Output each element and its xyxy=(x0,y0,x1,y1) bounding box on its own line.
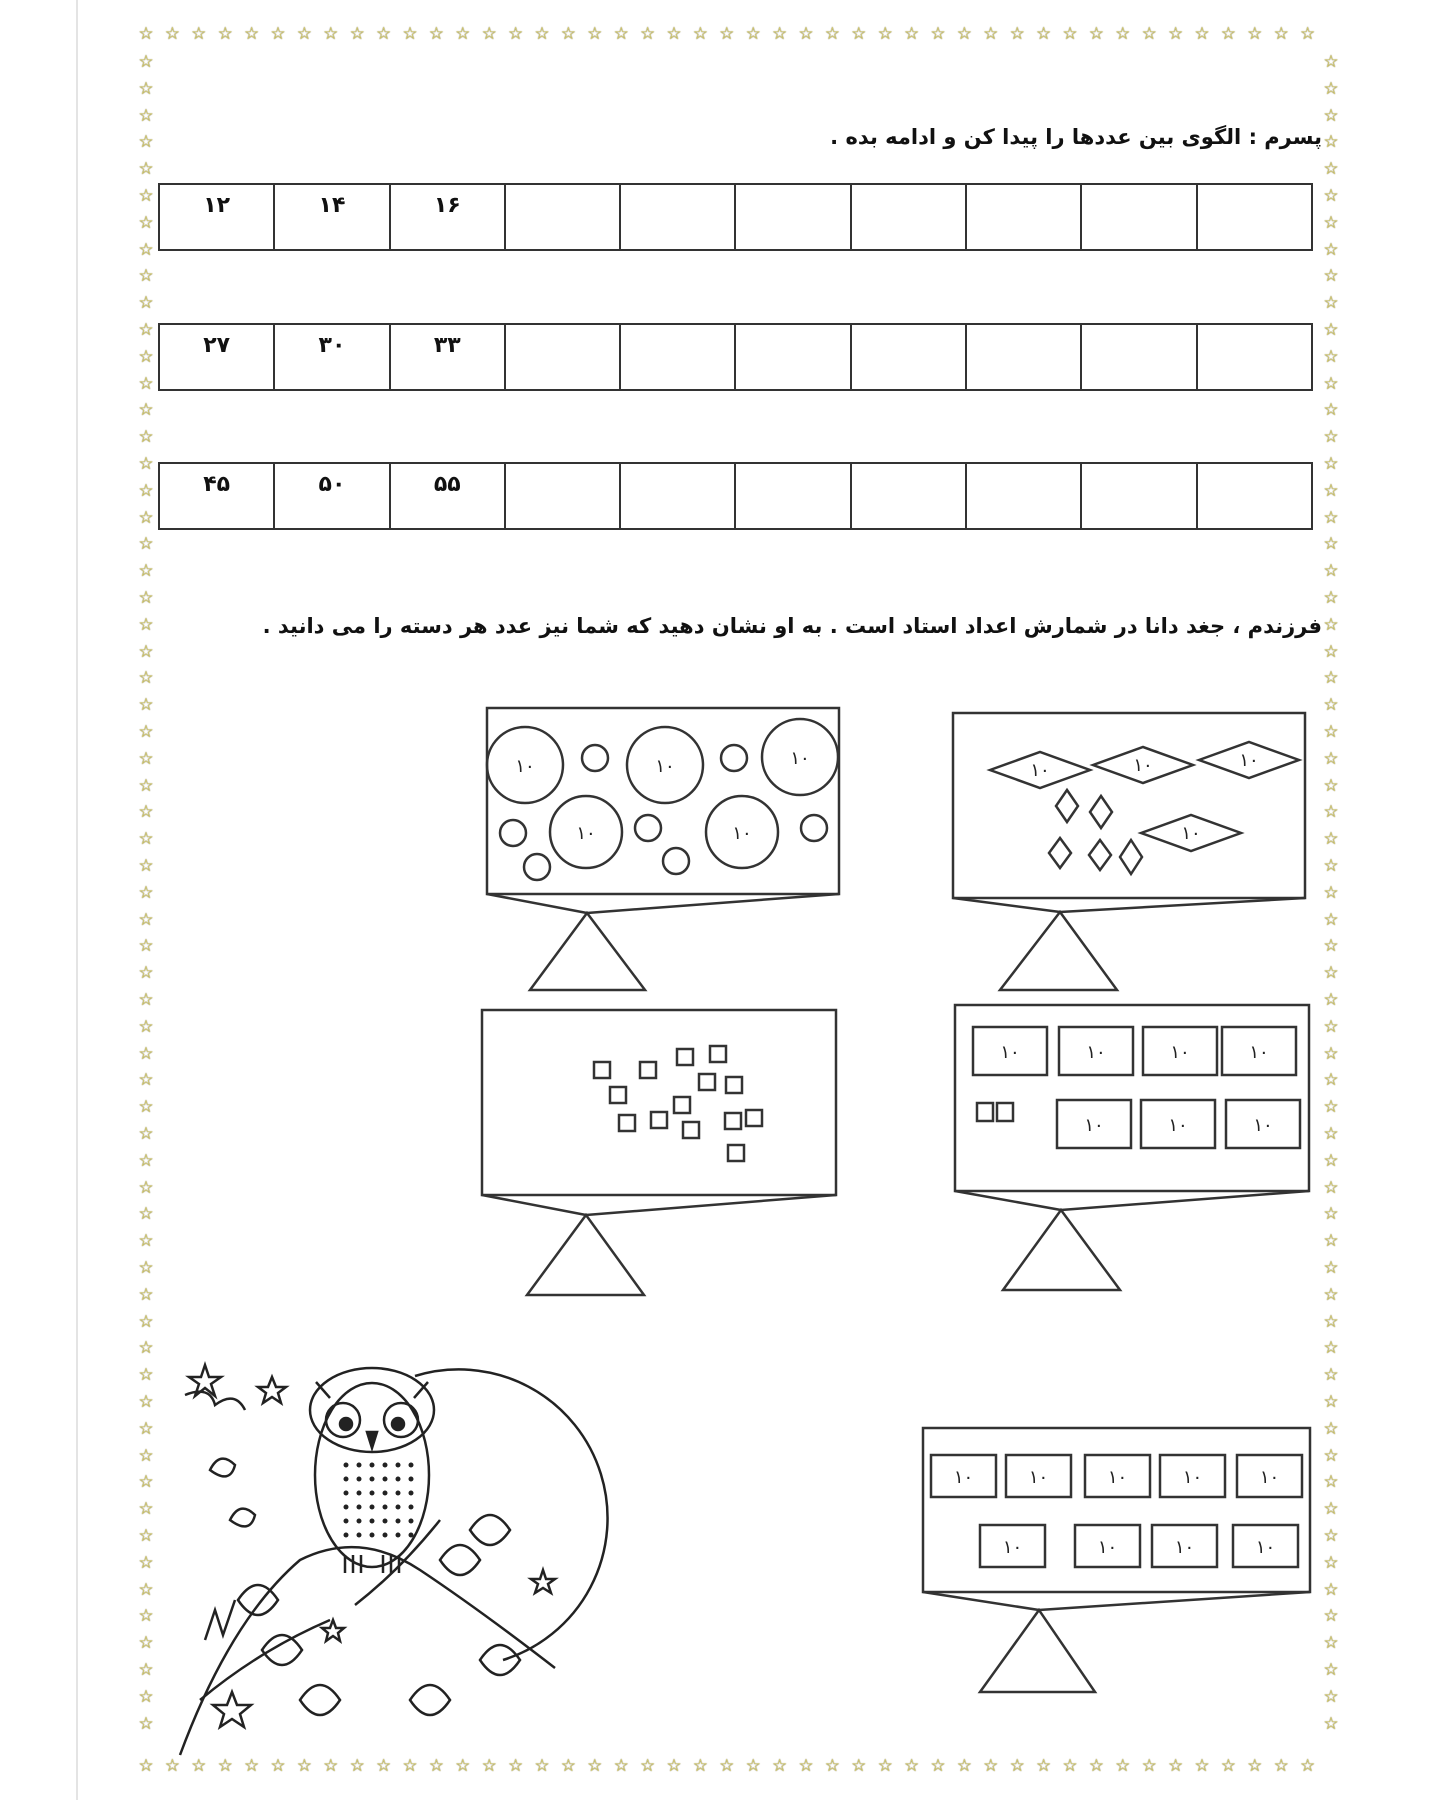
star-icon: ☆ xyxy=(1323,132,1339,153)
star-icon: ☆ xyxy=(1323,320,1339,340)
ten-label: ۱۰ xyxy=(790,748,810,769)
star-icon: ☆ xyxy=(1273,1756,1289,1776)
star-icon: ☆ xyxy=(243,1756,260,1776)
star-icon: ☆ xyxy=(507,1756,524,1776)
ten-label: ۱۰ xyxy=(953,1467,974,1488)
ten-label: ۱۰ xyxy=(1168,1115,1188,1136)
star-icon: ☆ xyxy=(666,1756,682,1776)
star-icon: ☆ xyxy=(349,1756,365,1776)
star-icon: ☆ xyxy=(1323,936,1339,957)
star-icon: ☆ xyxy=(1323,1204,1339,1225)
star-icon: ☆ xyxy=(903,1756,920,1776)
star-icon: ☆ xyxy=(138,775,154,796)
star-icon: ☆ xyxy=(824,24,841,44)
star-icon: ☆ xyxy=(613,1756,629,1776)
star-icon: ☆ xyxy=(138,266,154,287)
star-icon: ☆ xyxy=(1323,695,1339,716)
circle-group-box xyxy=(487,708,839,990)
star-icon: ☆ xyxy=(1323,1097,1339,1118)
star-icon: ☆ xyxy=(1323,480,1339,501)
star-icon: ☆ xyxy=(455,24,471,44)
star-icon: ☆ xyxy=(138,105,154,126)
given-number-cell: ۵۵ xyxy=(389,464,504,528)
star-icon: ☆ xyxy=(138,1713,154,1734)
counting-instruction: فرزندم ، جغد دانا در شمارش اعداد استاد است . به او نشان دهید که شما نیز عدد هر دسته را می دانید . xyxy=(262,614,1322,638)
star-icon: ☆ xyxy=(798,24,814,44)
star-icon: ☆ xyxy=(481,24,497,44)
star-icon: ☆ xyxy=(1167,1756,1184,1776)
ten-label: ۱۰ xyxy=(1181,823,1201,844)
star-icon: ☆ xyxy=(138,936,154,957)
star-icon: ☆ xyxy=(138,1097,154,1118)
star-icon: ☆ xyxy=(138,534,154,555)
ten-label: ۱۰ xyxy=(1086,1042,1106,1063)
star-icon: ☆ xyxy=(138,668,154,689)
star-icon: ☆ xyxy=(138,963,154,984)
ten-label: ۱۰ xyxy=(1170,1042,1190,1063)
star-icon: ☆ xyxy=(851,1756,867,1776)
star-icon: ☆ xyxy=(1323,159,1339,180)
star-icon: ☆ xyxy=(138,1579,154,1600)
star-icon: ☆ xyxy=(481,1756,497,1776)
star-icon: ☆ xyxy=(1062,24,1078,44)
ten-label: ۱۰ xyxy=(1174,1537,1195,1558)
star-icon: ☆ xyxy=(1062,1756,1078,1776)
star-icon: ☆ xyxy=(534,24,550,44)
star-icon: ☆ xyxy=(138,614,154,635)
star-icon: ☆ xyxy=(138,507,154,528)
star-icon: ☆ xyxy=(138,856,154,876)
square-group-box xyxy=(482,1010,836,1295)
star-icon: ☆ xyxy=(1323,1070,1339,1091)
star-icon: ☆ xyxy=(1323,1365,1339,1386)
star-icon: ☆ xyxy=(560,24,577,44)
ten-block-group-box-2 xyxy=(923,1428,1310,1692)
star-icon: ☆ xyxy=(1323,990,1339,1010)
star-icon: ☆ xyxy=(771,24,788,44)
star-icon: ☆ xyxy=(613,24,629,44)
star-icon: ☆ xyxy=(1220,24,1237,44)
star-icon: ☆ xyxy=(1009,1756,1025,1776)
star-icon: ☆ xyxy=(692,24,709,44)
star-icon: ☆ xyxy=(138,78,154,99)
star-icon: ☆ xyxy=(1141,24,1157,44)
star-icon: ☆ xyxy=(1323,561,1339,582)
star-icon: ☆ xyxy=(138,588,154,608)
star-icon: ☆ xyxy=(138,373,154,394)
star-icon: ☆ xyxy=(1323,1445,1339,1466)
star-icon: ☆ xyxy=(138,882,154,903)
star-icon: ☆ xyxy=(1247,24,1263,44)
star-icon: ☆ xyxy=(296,24,313,44)
star-icon: ☆ xyxy=(402,1756,418,1776)
star-icon: ☆ xyxy=(1323,1311,1339,1332)
star-icon: ☆ xyxy=(138,1686,154,1707)
star-icon: ☆ xyxy=(1009,24,1025,44)
star-icon: ☆ xyxy=(428,1756,445,1776)
star-icon: ☆ xyxy=(323,24,339,44)
star-icon: ☆ xyxy=(1323,212,1339,233)
star-icon: ☆ xyxy=(138,1472,154,1493)
star-icon: ☆ xyxy=(983,1756,999,1776)
ten-label: ۱۰ xyxy=(1182,1467,1203,1488)
star-icon: ☆ xyxy=(375,24,392,44)
ten-label: ۱۰ xyxy=(1239,750,1259,771)
star-icon: ☆ xyxy=(138,320,154,340)
given-number-cell: ۱۴ xyxy=(273,185,388,249)
star-icon: ☆ xyxy=(1035,24,1052,44)
star-icon: ☆ xyxy=(138,239,154,260)
star-icon: ☆ xyxy=(1323,400,1339,421)
star-icon: ☆ xyxy=(1323,1686,1339,1707)
ten-label: ۱۰ xyxy=(1028,1467,1049,1488)
star-icon: ☆ xyxy=(1273,24,1289,44)
star-icon: ☆ xyxy=(1323,748,1339,769)
star-icon: ☆ xyxy=(1323,1150,1339,1171)
star-icon: ☆ xyxy=(138,1231,154,1252)
star-icon: ☆ xyxy=(138,1756,154,1776)
star-icon: ☆ xyxy=(1323,293,1339,314)
star-icon: ☆ xyxy=(1323,1338,1339,1359)
star-icon: ☆ xyxy=(138,1552,154,1573)
star-icon: ☆ xyxy=(164,1756,181,1776)
given-number-cell: ۵۰ xyxy=(273,464,388,528)
star-icon: ☆ xyxy=(1323,427,1339,448)
star-icon: ☆ xyxy=(1141,1756,1157,1776)
ten-label: ۱۰ xyxy=(732,823,752,844)
star-icon: ☆ xyxy=(138,1526,154,1546)
star-icon: ☆ xyxy=(243,24,260,44)
given-number-cell: ۴۵ xyxy=(203,471,231,497)
star-icon: ☆ xyxy=(1323,614,1339,635)
star-icon: ☆ xyxy=(1323,829,1339,850)
star-icon: ☆ xyxy=(164,24,181,44)
star-icon: ☆ xyxy=(1194,24,1210,44)
star-icon: ☆ xyxy=(138,829,154,850)
star-icon: ☆ xyxy=(745,24,761,44)
star-icon: ☆ xyxy=(587,1756,603,1776)
star-icon: ☆ xyxy=(1323,1472,1339,1493)
star-icon: ☆ xyxy=(1323,882,1339,903)
star-icon: ☆ xyxy=(138,1070,154,1091)
star-icon: ☆ xyxy=(1323,186,1339,206)
star-icon: ☆ xyxy=(138,561,154,582)
star-icon: ☆ xyxy=(138,1633,154,1654)
star-icon: ☆ xyxy=(375,1756,392,1776)
star-icon: ☆ xyxy=(1247,1756,1263,1776)
star-icon: ☆ xyxy=(1323,239,1339,260)
ten-label: ۱۰ xyxy=(1000,1042,1020,1063)
star-icon: ☆ xyxy=(983,24,999,44)
given-number-cell: ۱۶ xyxy=(389,185,504,249)
star-icon: ☆ xyxy=(1323,1124,1339,1144)
star-icon: ☆ xyxy=(138,1499,154,1520)
ten-label: ۱۰ xyxy=(1133,755,1153,776)
star-icon: ☆ xyxy=(138,1258,154,1278)
star-icon: ☆ xyxy=(1323,1392,1339,1412)
star-icon: ☆ xyxy=(1323,266,1339,287)
star-icon: ☆ xyxy=(138,722,154,742)
star-icon: ☆ xyxy=(745,1756,761,1776)
ten-label: ۱۰ xyxy=(1097,1537,1118,1558)
star-icon: ☆ xyxy=(1088,1756,1105,1776)
star-icon: ☆ xyxy=(191,1756,207,1776)
star-icon: ☆ xyxy=(138,1177,154,1198)
star-icon: ☆ xyxy=(1323,1713,1339,1734)
star-icon: ☆ xyxy=(719,1756,735,1776)
star-icon: ☆ xyxy=(1323,105,1339,126)
star-icon: ☆ xyxy=(877,1756,893,1776)
star-icon: ☆ xyxy=(587,24,603,44)
star-icon: ☆ xyxy=(138,1338,154,1359)
star-icon: ☆ xyxy=(138,293,154,314)
star-icon: ☆ xyxy=(1323,1633,1339,1654)
star-icon: ☆ xyxy=(138,346,154,367)
star-icon: ☆ xyxy=(1323,909,1339,930)
star-icon: ☆ xyxy=(534,1756,550,1776)
star-icon: ☆ xyxy=(956,24,973,44)
star-icon: ☆ xyxy=(455,1756,471,1776)
star-icon: ☆ xyxy=(138,1311,154,1332)
star-icon: ☆ xyxy=(560,1756,577,1776)
star-icon: ☆ xyxy=(1323,1177,1339,1198)
star-icon: ☆ xyxy=(138,1445,154,1466)
given-number-cell: ۳۳ xyxy=(389,325,504,389)
pattern-instruction: پسرم : الگوی بین عددها را پیدا کن و ادامه بده . xyxy=(830,125,1322,149)
ten-label: ۱۰ xyxy=(1249,1042,1269,1063)
star-icon: ☆ xyxy=(639,1756,656,1776)
star-icon: ☆ xyxy=(270,1756,286,1776)
star-icon: ☆ xyxy=(138,1043,154,1064)
given-number-cell: ۱۲ xyxy=(203,192,231,218)
star-icon: ☆ xyxy=(1323,588,1339,608)
diamond-group-box xyxy=(953,713,1305,990)
star-icon: ☆ xyxy=(1167,24,1184,44)
star-icon: ☆ xyxy=(1323,1284,1339,1305)
star-icon: ☆ xyxy=(771,1756,788,1776)
star-icon: ☆ xyxy=(1035,1756,1052,1776)
star-icon: ☆ xyxy=(270,24,286,44)
star-icon: ☆ xyxy=(402,24,418,44)
star-icon: ☆ xyxy=(507,24,524,44)
ten-label: ۱۰ xyxy=(515,756,535,777)
star-icon: ☆ xyxy=(428,24,445,44)
ten-label: ۱۰ xyxy=(1255,1537,1276,1558)
star-icon: ☆ xyxy=(692,1756,709,1776)
star-icon: ☆ xyxy=(1115,24,1131,44)
star-icon: ☆ xyxy=(1323,507,1339,528)
ten-label: ۱۰ xyxy=(1107,1467,1128,1488)
star-icon: ☆ xyxy=(639,24,656,44)
star-icon: ☆ xyxy=(138,990,154,1010)
star-icon: ☆ xyxy=(138,748,154,769)
star-icon: ☆ xyxy=(903,24,920,44)
star-icon: ☆ xyxy=(1323,722,1339,742)
star-icon: ☆ xyxy=(138,1124,154,1144)
star-icon: ☆ xyxy=(138,1606,154,1627)
star-icon: ☆ xyxy=(138,695,154,716)
star-icon: ☆ xyxy=(138,400,154,421)
star-icon: ☆ xyxy=(138,454,154,474)
star-icon: ☆ xyxy=(1115,1756,1131,1776)
star-icon: ☆ xyxy=(138,1284,154,1305)
star-icon: ☆ xyxy=(719,24,735,44)
star-icon: ☆ xyxy=(1323,1606,1339,1627)
star-icon: ☆ xyxy=(1323,1043,1339,1064)
star-icon: ☆ xyxy=(138,480,154,501)
star-icon: ☆ xyxy=(877,24,893,44)
star-icon: ☆ xyxy=(1323,1016,1339,1037)
star-icon: ☆ xyxy=(138,159,154,180)
star-icon: ☆ xyxy=(138,427,154,448)
star-icon: ☆ xyxy=(930,1756,946,1776)
star-icon: ☆ xyxy=(138,132,154,153)
star-icon: ☆ xyxy=(1323,346,1339,367)
star-icon: ☆ xyxy=(138,802,154,823)
star-icon: ☆ xyxy=(296,1756,313,1776)
star-icon: ☆ xyxy=(1323,1499,1339,1520)
star-icon: ☆ xyxy=(956,1756,973,1776)
ten-label: ۱۰ xyxy=(576,823,596,844)
star-icon: ☆ xyxy=(1323,534,1339,555)
star-icon: ☆ xyxy=(217,24,233,44)
given-number-cell: ۲۷ xyxy=(203,332,231,358)
star-icon: ☆ xyxy=(798,1756,814,1776)
star-icon: ☆ xyxy=(930,24,946,44)
star-icon: ☆ xyxy=(666,24,682,44)
star-icon: ☆ xyxy=(138,909,154,930)
star-icon: ☆ xyxy=(138,24,154,44)
star-icon: ☆ xyxy=(1323,856,1339,876)
star-icon: ☆ xyxy=(1323,1552,1339,1573)
star-icon: ☆ xyxy=(1299,1756,1316,1776)
star-icon: ☆ xyxy=(323,1756,339,1776)
star-icon: ☆ xyxy=(138,1418,154,1439)
star-icon: ☆ xyxy=(1323,373,1339,394)
star-icon: ☆ xyxy=(138,641,154,662)
star-icon: ☆ xyxy=(1323,1418,1339,1439)
star-icon: ☆ xyxy=(1323,668,1339,689)
ten-block-group-box-1 xyxy=(955,1005,1309,1290)
star-icon: ☆ xyxy=(1220,1756,1237,1776)
star-icon: ☆ xyxy=(1323,775,1339,796)
ten-label: ۱۰ xyxy=(1002,1537,1023,1558)
star-icon: ☆ xyxy=(1323,1660,1339,1680)
ten-label: ۱۰ xyxy=(1253,1115,1273,1136)
star-icon: ☆ xyxy=(138,1204,154,1225)
star-icon: ☆ xyxy=(1323,802,1339,823)
star-icon: ☆ xyxy=(217,1756,233,1776)
star-icon: ☆ xyxy=(191,24,207,44)
star-icon: ☆ xyxy=(138,52,154,72)
star-icon: ☆ xyxy=(1323,641,1339,662)
star-icon: ☆ xyxy=(1194,1756,1210,1776)
star-icon: ☆ xyxy=(1323,454,1339,474)
ten-label: ۱۰ xyxy=(1030,760,1050,781)
owl-illustration xyxy=(180,1365,608,1755)
ten-label: ۱۰ xyxy=(655,756,675,777)
star-icon: ☆ xyxy=(138,212,154,233)
star-icon: ☆ xyxy=(138,1016,154,1037)
star-icon: ☆ xyxy=(138,1392,154,1412)
star-icon: ☆ xyxy=(851,24,867,44)
star-icon: ☆ xyxy=(138,186,154,206)
star-icon: ☆ xyxy=(1323,1258,1339,1278)
star-icon: ☆ xyxy=(1323,52,1339,72)
ten-label: ۱۰ xyxy=(1084,1115,1104,1136)
star-icon: ☆ xyxy=(138,1150,154,1171)
star-icon: ☆ xyxy=(1323,1579,1339,1600)
star-icon: ☆ xyxy=(1323,78,1339,99)
star-icon: ☆ xyxy=(1323,1526,1339,1546)
star-icon: ☆ xyxy=(349,24,365,44)
given-number-cell: ۳۰ xyxy=(273,325,388,389)
ten-label: ۱۰ xyxy=(1259,1467,1280,1488)
star-icon: ☆ xyxy=(138,1660,154,1680)
star-icon: ☆ xyxy=(1088,24,1105,44)
star-icon: ☆ xyxy=(138,1365,154,1386)
star-icon: ☆ xyxy=(1323,1231,1339,1252)
star-icon: ☆ xyxy=(824,1756,841,1776)
star-icon: ☆ xyxy=(1323,963,1339,984)
star-icon: ☆ xyxy=(1299,24,1316,44)
